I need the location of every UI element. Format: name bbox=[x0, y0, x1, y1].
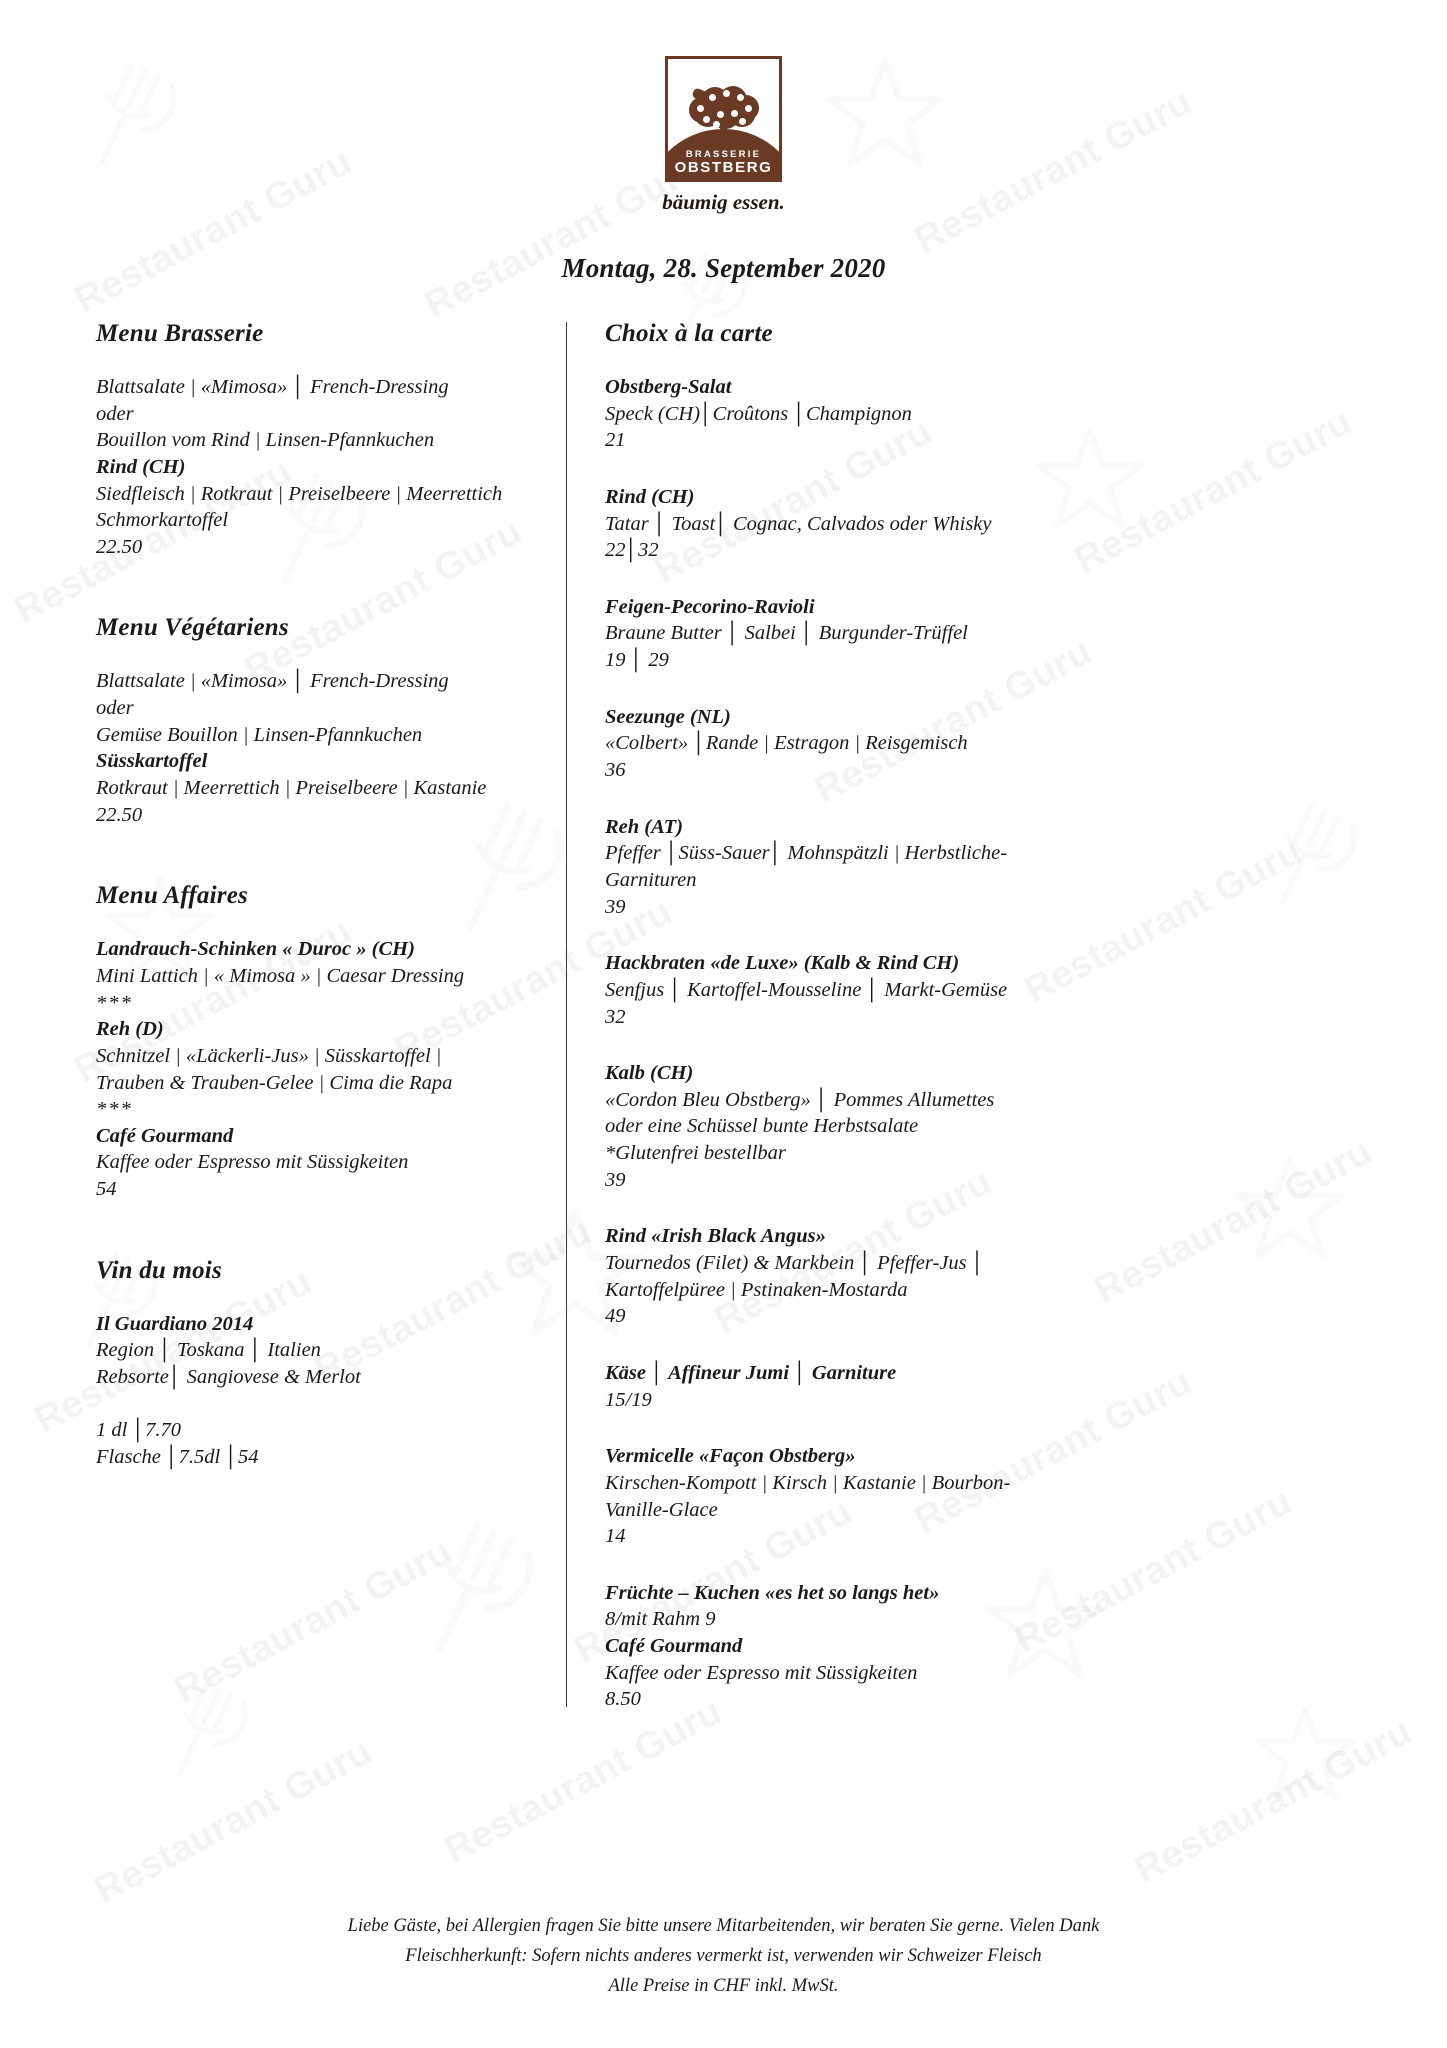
dish-name: Süsskartoffel bbox=[96, 750, 208, 773]
menu-block bbox=[96, 936, 532, 1202]
menu-block bbox=[96, 374, 532, 560]
carte-item bbox=[605, 950, 1087, 1030]
carte-item bbox=[605, 1580, 1087, 1713]
dish-detail: Senfjus │ Kartoffel-Mousseline │ Markt-Gemüse bbox=[605, 978, 1008, 1001]
menu-footer bbox=[0, 1912, 1447, 2002]
dish-name: Landrauch-Schinken « Duroc » (CH) bbox=[96, 938, 415, 961]
dish-detail: Kartoffelpüree | Pstinaken-Mostarda bbox=[605, 1278, 908, 1301]
dish-name: Café Gourmand bbox=[96, 1124, 234, 1147]
dish-detail: Blattsalate | «Mimosa» │ French-Dressing bbox=[96, 670, 449, 693]
dish-detail: Blattsalate | «Mimosa» │ French-Dressing bbox=[96, 376, 449, 398]
carte-item bbox=[605, 484, 1087, 564]
dish-detail: Kaffee oder Espresso mit Süssigkeiten bbox=[96, 1151, 409, 1174]
dish-price: 19 │ 29 bbox=[605, 649, 669, 672]
dish-name: Reh (AT) bbox=[605, 815, 684, 838]
section-title: Vin du mois bbox=[96, 1256, 222, 1284]
section-title: Menu Brasserie bbox=[96, 320, 264, 347]
dish-name: Café Gourmand bbox=[605, 1635, 743, 1658]
dish-price: 36 bbox=[605, 759, 626, 782]
dish-detail bbox=[96, 1391, 532, 1418]
carte-item bbox=[605, 1223, 1087, 1330]
menu-date: Montag, 28. September 2020 bbox=[561, 253, 886, 283]
section-title: Menu Végétariens bbox=[96, 614, 289, 642]
left-column bbox=[96, 320, 566, 1713]
dish-detail: Kaffee oder Espresso mit Süssigkeiten bbox=[605, 1661, 918, 1684]
dish-name: Rind (CH) bbox=[605, 485, 695, 508]
carte-item bbox=[605, 374, 1087, 454]
dish-price: 8.50 bbox=[605, 1688, 641, 1711]
dish-detail: «Colbert» │Rande | Estragon | Reisgemisch bbox=[605, 732, 968, 755]
carte-item bbox=[605, 1443, 1087, 1550]
dish-price: 39 bbox=[605, 1168, 626, 1191]
dish-detail: 54 bbox=[96, 1178, 117, 1201]
footer-line: Liebe Gäste, bei Allergien fragen Sie bitte unsere Mitarbeitenden, wir beraten Sie gerne. Vielen Dank bbox=[347, 1916, 1100, 1937]
dish-name: Vermicelle «Façon Obstberg» bbox=[605, 1445, 856, 1468]
dish-detail: oder eine Schüssel bunte Herbstsalate bbox=[605, 1115, 919, 1138]
logo-tree-crown-icon bbox=[687, 85, 761, 129]
dish-detail: Garnituren bbox=[605, 868, 697, 891]
dish-price: 32 bbox=[605, 1005, 626, 1028]
footer-line: Fleischherkunft: Sofern nichts anderes vermerkt ist, verwenden wir Schweizer Fleisch bbox=[405, 1946, 1042, 1967]
dish-detail: *Glutenfrei bestellbar bbox=[605, 1142, 786, 1165]
carte-item bbox=[605, 1360, 1087, 1413]
dish-detail: Tournedos (Filet) & Markbein │ Pfeffer-Jus │ bbox=[605, 1252, 985, 1275]
carte-item bbox=[605, 594, 1087, 674]
dish-name: Früchte – Kuchen «es het so langs het» bbox=[605, 1581, 940, 1604]
carte-item bbox=[605, 704, 1087, 784]
dish-detail: Pfeffer │Süss-Sauer│ Mohnspätzli | Herbstliche- bbox=[605, 842, 1008, 865]
dish-price: 39 bbox=[605, 895, 626, 918]
dish-detail: Flasche │7.5dl │54 bbox=[96, 1445, 259, 1468]
dish-name: Feigen-Pecorino-Ravioli bbox=[605, 595, 815, 618]
dish-detail: 8/mit Rahm 9 bbox=[605, 1608, 716, 1631]
dish-name: Rind «Irish Black Angus» bbox=[605, 1225, 826, 1248]
brand-tagline: bäumig essen. bbox=[662, 190, 785, 214]
dish-detail: Schnitzel | «Läckerli-Jus» | Süsskartoffel | bbox=[96, 1044, 442, 1067]
dish-detail: Vanille-Glace bbox=[605, 1498, 718, 1521]
dish-detail: 22.50 bbox=[96, 803, 143, 826]
course-separator: *** bbox=[96, 991, 133, 1014]
section-title: Menu Affaires bbox=[96, 882, 248, 910]
right-column bbox=[567, 320, 1087, 1713]
restaurant-logo bbox=[96, 56, 1351, 215]
dish-detail: Speck (CH)│Croûtons │Champignon bbox=[605, 402, 912, 425]
dish-detail: Schmorkartoffel bbox=[96, 509, 229, 532]
dish-detail: 22.50 bbox=[96, 535, 143, 558]
menu-columns bbox=[96, 320, 1351, 1713]
footer-line: Alle Preise in CHF inkl. MwSt. bbox=[608, 1976, 839, 1997]
logo-wordmark bbox=[668, 150, 779, 176]
section-title: Choix à la carte bbox=[605, 320, 773, 347]
dish-name: Il Guardiano 2014 bbox=[96, 1312, 254, 1335]
dish-detail: Braune Butter │ Salbei │ Burgunder-Trüffel bbox=[605, 622, 968, 645]
dish-detail: 1 dl │7.70 bbox=[96, 1419, 181, 1442]
dish-name: Seezunge (NL) bbox=[605, 705, 731, 728]
carte-item bbox=[605, 814, 1087, 921]
dish-detail: Gemüse Bouillon | Linsen-Pfannkuchen bbox=[96, 723, 423, 746]
logo-line-1: BRASSERIE bbox=[685, 149, 762, 161]
dish-name: Käse │ Affineur Jumi │ Garniture bbox=[605, 1361, 897, 1384]
carte-item bbox=[605, 1060, 1087, 1193]
dish-name: Hackbraten «de Luxe» (Kalb & Rind CH) bbox=[605, 952, 960, 975]
dish-detail: Siedfleisch | Rotkraut | Preiselbeere | Meerrettich bbox=[96, 482, 503, 505]
dish-price: 14 bbox=[605, 1525, 626, 1548]
dish-price: 15/19 bbox=[605, 1388, 652, 1411]
dish-detail: oder bbox=[96, 402, 134, 425]
dish-name: Rind (CH) bbox=[96, 455, 186, 478]
dish-name: Kalb (CH) bbox=[605, 1062, 694, 1085]
dish-price: 49 bbox=[605, 1305, 626, 1328]
dish-name: Reh (D) bbox=[96, 1018, 164, 1041]
dish-price: 21 bbox=[605, 429, 626, 452]
dish-detail: Rebsorte│ Sangiovese & Merlot bbox=[96, 1366, 361, 1389]
dish-price: 22│32 bbox=[605, 539, 659, 562]
dish-name: Obstberg-Salat bbox=[605, 376, 732, 398]
dish-detail: «Cordon Bleu Obstberg» │ Pommes Allumettes bbox=[605, 1088, 995, 1111]
menu-block bbox=[96, 668, 532, 828]
logo-frame bbox=[665, 56, 782, 182]
dish-detail: Region │ Toskana │ Italien bbox=[96, 1339, 321, 1362]
logo-line-2: OBSTBERG bbox=[674, 159, 773, 177]
dish-detail: Trauben & Trauben-Gelee | Cima die Rapa bbox=[96, 1071, 453, 1094]
dish-detail: Tatar │ Toast│ Cognac, Calvados oder Whisky bbox=[605, 512, 992, 535]
menu-block bbox=[96, 1311, 532, 1471]
dish-detail: Bouillon vom Rind | Linsen-Pfannkuchen bbox=[96, 429, 435, 452]
dish-detail: oder bbox=[96, 697, 134, 720]
dish-detail: Mini Lattich | « Mimosa » | Caesar Dressing bbox=[96, 964, 465, 987]
course-separator: *** bbox=[96, 1098, 133, 1121]
dish-detail: Kirschen-Kompott | Kirsch | Kastanie | Bourbon- bbox=[605, 1471, 1011, 1494]
dish-detail: Rotkraut | Meerrettich | Preiselbeere | Kastanie bbox=[96, 777, 487, 800]
